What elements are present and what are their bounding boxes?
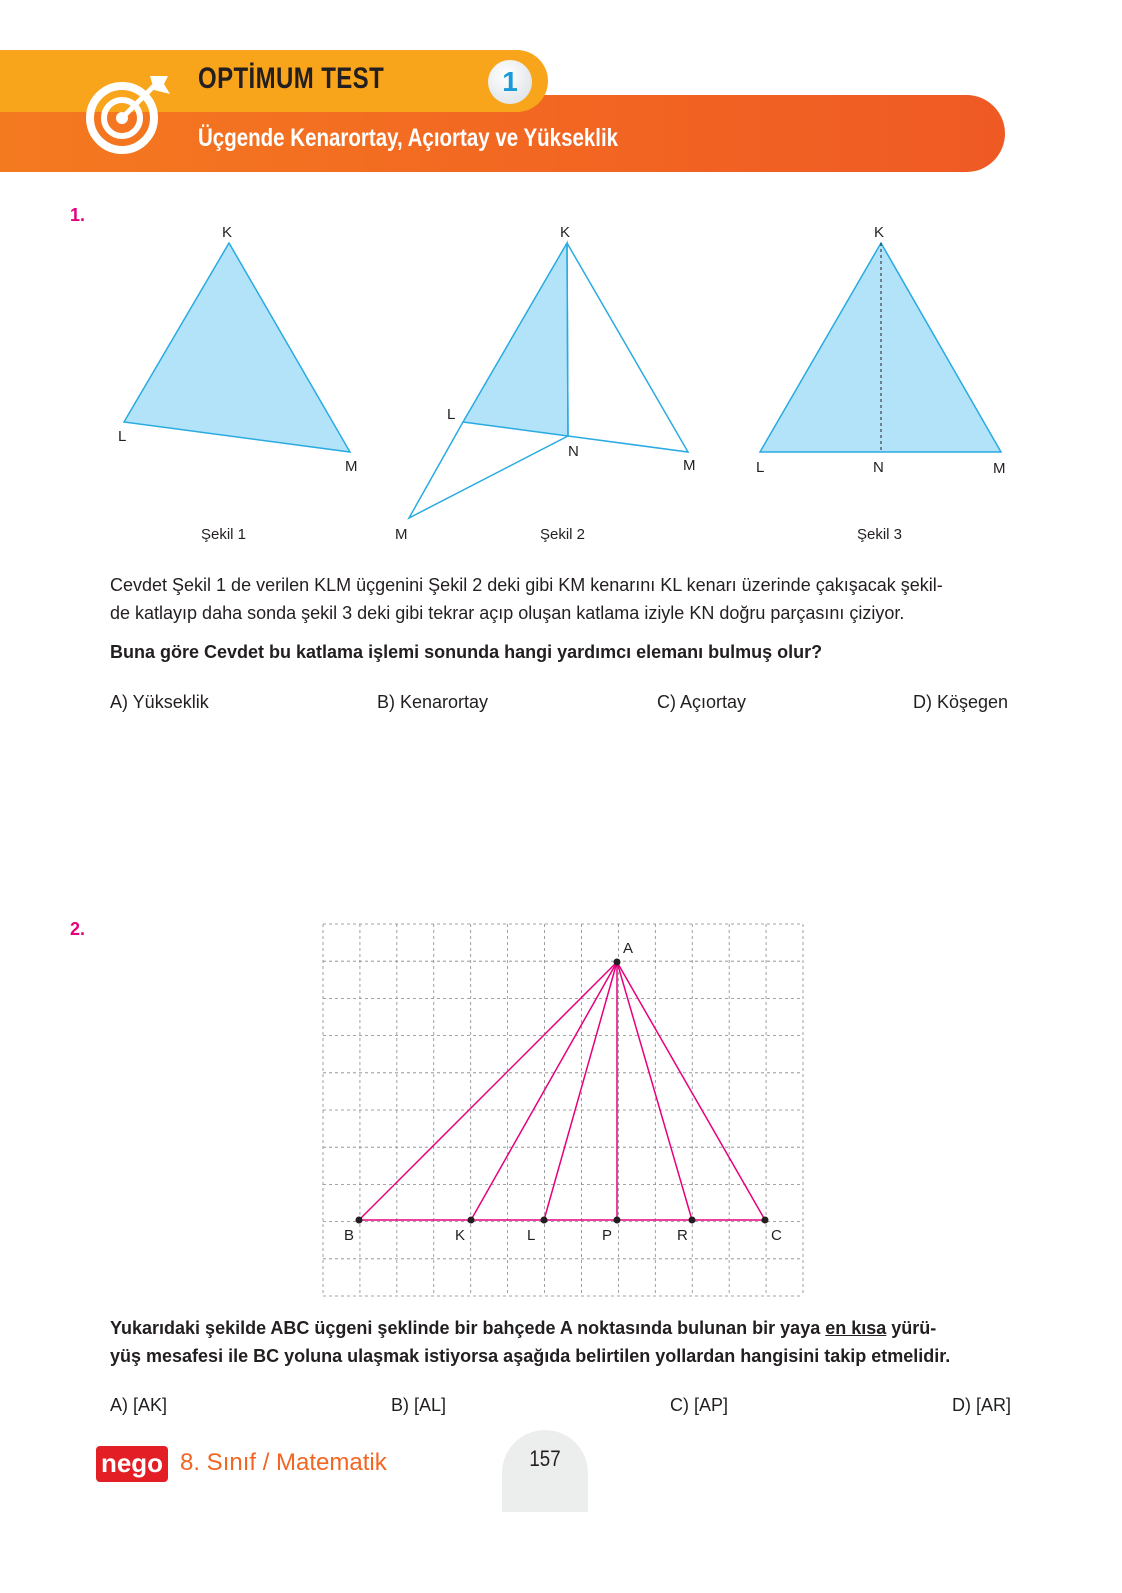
triangle-abc [359, 962, 765, 1220]
q2-text-part: Yukarıdaki şekilde ABC üçgeni şeklinde bir bahçede A noktasında bulunan bir yaya [110, 1318, 826, 1338]
q2-option-b[interactable]: B) [AL] [391, 1395, 447, 1415]
label-m-folded: M [395, 526, 408, 543]
q2-text [110, 1314, 1030, 1370]
label-l: L [447, 406, 456, 423]
caption-sekil-1: Şekil 1 [201, 526, 247, 543]
label-m: M [345, 458, 358, 475]
grid [323, 924, 803, 1296]
label-a: A [623, 940, 634, 957]
caption-sekil-3: Şekil 3 [857, 526, 903, 543]
test-subtitle: Üçgende Kenarortay, Açıortay ve Yükseklik [198, 124, 619, 152]
label-k: K [560, 224, 571, 241]
label-n: N [873, 459, 884, 476]
points [356, 959, 769, 1224]
q2-text-line [110, 1314, 1030, 1342]
q1-text-line: Cevdet Şekil 1 de verilen KLM üçgenini Şekil 2 deki gibi KM kenarını KL kenarı üzerinde çakışacak şekil- [110, 575, 943, 595]
label-r: R [677, 1227, 688, 1244]
publisher-logo: nego [96, 1446, 168, 1482]
label-b: B [344, 1227, 355, 1244]
label-l: L [118, 428, 127, 445]
caption-sekil-2: Şekil 2 [540, 526, 586, 543]
q1-option-b[interactable]: B) Kenarortay [377, 692, 489, 712]
page-number: 157 [529, 1446, 561, 1471]
label-k: K [455, 1227, 466, 1244]
label-m: M [683, 457, 696, 474]
label-l: L [756, 459, 765, 476]
q2-text-line: yüş mesafesi ile BC yoluna ulaşmak istiyorsa aşağıda belirtilen yollardan hangisini takip etmelidir. [110, 1346, 951, 1366]
label-l: L [527, 1227, 536, 1244]
q2-text-part: yürü- [886, 1318, 937, 1338]
question-number-1: 1. [70, 205, 86, 225]
label-m: M [993, 460, 1006, 477]
q2-option-a[interactable]: A) [AK] [110, 1395, 168, 1415]
label-p: P [602, 1227, 613, 1244]
q2-option-d[interactable]: D) [AR] [952, 1395, 1012, 1415]
q1-option-d[interactable]: D) Köşegen [913, 692, 1009, 712]
q1-option-c[interactable]: C) Açıortay [657, 692, 747, 712]
label-k: K [222, 224, 233, 241]
question-number-2: 2. [70, 919, 86, 939]
q2-option-c[interactable]: C) [AP] [670, 1395, 729, 1415]
label-c: C [771, 1227, 782, 1244]
q1-text-line: de katlayıp daha sonda şekil 3 deki gibi tekrar açıp oluşan katlama iziyle KN doğru parçasını çiziyor. [110, 603, 905, 623]
footer-subject: 8. Sınıf / Matematik [180, 1449, 387, 1476]
label-n: N [568, 443, 579, 460]
q2-text-emphasis: en kısa [825, 1318, 887, 1338]
test-title: OPTİMUM TEST [198, 62, 385, 95]
test-number-badge: 1 [488, 60, 532, 104]
q1-option-a[interactable]: A) Yükseklik [110, 692, 209, 712]
q1-question: Buna göre Cevdet bu katlama işlemi sonunda hangi yardımcı elemanı bulmuş olur? [110, 642, 823, 662]
label-k: K [874, 224, 885, 241]
